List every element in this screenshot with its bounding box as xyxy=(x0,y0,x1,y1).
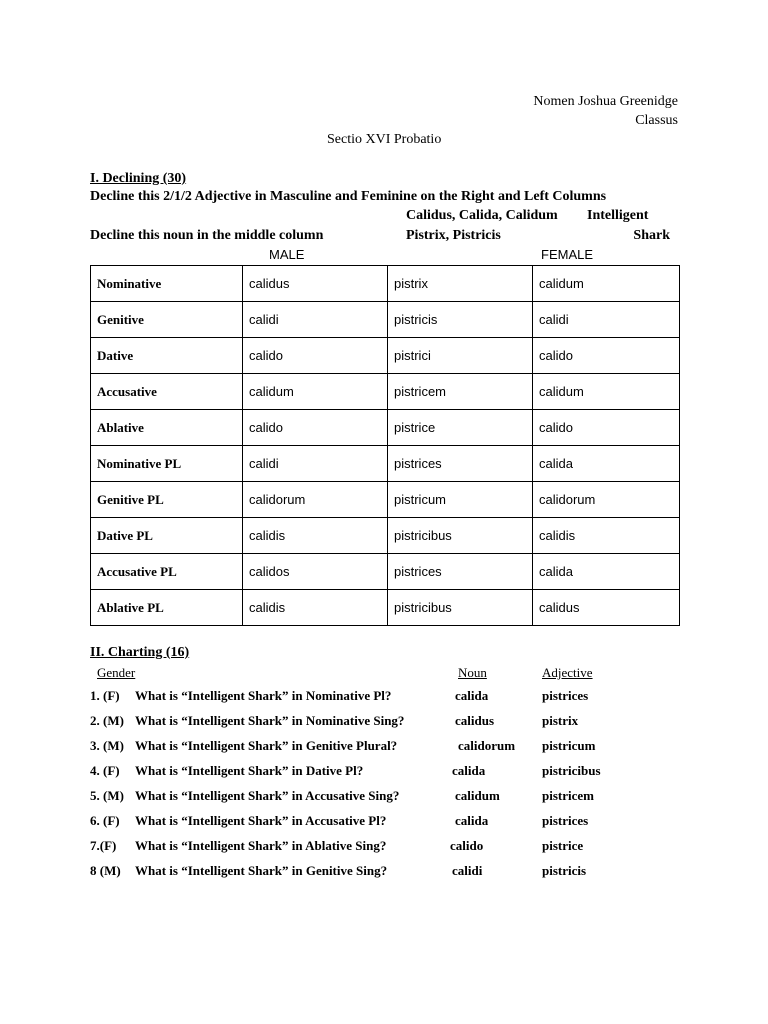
list-item xyxy=(90,738,690,758)
question-number: 1. (F) xyxy=(90,688,120,703)
female-cell: calida xyxy=(533,554,680,590)
gender-column-label: Gender xyxy=(97,665,136,680)
case-cell: Accusative PL xyxy=(91,554,243,590)
male-cell: calidus xyxy=(243,266,388,302)
list-item xyxy=(90,713,690,733)
question-text: What is “Intelligent Shark” in Ablative Sing? xyxy=(135,838,387,853)
female-cell: calidi xyxy=(533,302,680,338)
question-text: What is “Intelligent Shark” in Nominative Sing? xyxy=(135,713,405,728)
question-text: What is “Intelligent Shark” in Accusative Pl? xyxy=(135,813,387,828)
table-row xyxy=(91,302,680,338)
table-row xyxy=(91,482,680,518)
table-row xyxy=(91,374,680,410)
female-cell: calidis xyxy=(533,518,680,554)
question-adjective-answer: pistricem xyxy=(542,788,594,803)
list-item xyxy=(90,838,690,858)
column-female-label: FEMALE xyxy=(541,247,594,262)
question-number: 4. (F) xyxy=(90,763,120,778)
question-adjective-answer: pistricis xyxy=(542,863,587,878)
noun-cell: pistricis xyxy=(388,302,533,338)
list-item xyxy=(90,863,690,883)
noun-cell: pistricum xyxy=(388,482,533,518)
case-cell: Nominative xyxy=(91,266,243,302)
table-row xyxy=(91,266,680,302)
question-noun-answer: calida xyxy=(455,813,489,828)
list-item xyxy=(90,788,690,808)
female-cell: calidum xyxy=(533,266,680,302)
male-cell: calidis xyxy=(243,590,388,626)
column-male-label: MALE xyxy=(269,247,305,262)
table-row xyxy=(91,410,680,446)
question-noun-answer: calido xyxy=(450,838,484,853)
list-item xyxy=(90,688,690,708)
question-number: 5. (M) xyxy=(90,788,124,803)
question-adjective-answer: pistrice xyxy=(542,838,584,853)
question-adjective-answer: pistrices xyxy=(542,688,589,703)
male-cell: calido xyxy=(243,410,388,446)
table-row xyxy=(91,446,680,482)
male-cell: calidi xyxy=(243,446,388,482)
case-cell: Genitive PL xyxy=(91,482,243,518)
male-cell: calidum xyxy=(243,374,388,410)
table-row xyxy=(91,338,680,374)
question-number: 2. (M) xyxy=(90,713,124,728)
case-cell: Nominative PL xyxy=(91,446,243,482)
noun-cell: pistricem xyxy=(388,374,533,410)
question-text: What is “Intelligent Shark” in Accusative Sing? xyxy=(135,788,400,803)
noun-column-label: Noun xyxy=(458,665,487,680)
case-cell: Ablative xyxy=(91,410,243,446)
male-cell: calidis xyxy=(243,518,388,554)
question-noun-answer: calida xyxy=(452,763,486,778)
declension-table xyxy=(90,265,680,626)
adjective-meaning: Intelligent xyxy=(587,208,649,223)
question-number: 7.(F) xyxy=(90,838,117,853)
instruction-adjective: Decline this 2/1/2 Adjective in Masculine and Feminine on the Right and Left Columns xyxy=(90,189,607,204)
question-adjective-answer: pistricibus xyxy=(542,763,601,778)
list-item xyxy=(90,763,690,783)
male-cell: calidi xyxy=(243,302,388,338)
question-noun-answer: calidi xyxy=(452,863,483,878)
question-text: What is “Intelligent Shark” in Dative Pl? xyxy=(135,763,364,778)
noun-meaning: Shark xyxy=(633,228,670,243)
case-cell: Ablative PL xyxy=(91,590,243,626)
question-number: 8 (M) xyxy=(90,863,121,878)
male-cell: calido xyxy=(243,338,388,374)
question-noun-answer: calidus xyxy=(455,713,495,728)
question-text: What is “Intelligent Shark” in Genitive Plural? xyxy=(135,738,398,753)
page-title: Sectio XVI Probatio xyxy=(327,132,442,147)
adjective-forms: Calidus, Calida, Calidum xyxy=(406,208,558,223)
question-adjective-answer: pistricum xyxy=(542,738,596,753)
noun-cell: pistricibus xyxy=(388,518,533,554)
question-adjective-answer: pistrix xyxy=(542,713,579,728)
male-cell: calidorum xyxy=(243,482,388,518)
noun-cell: pistrix xyxy=(388,266,533,302)
table-row xyxy=(91,554,680,590)
question-number: 3. (M) xyxy=(90,738,124,753)
question-noun-answer: calidum xyxy=(455,788,500,803)
case-cell: Dative xyxy=(91,338,243,374)
question-text: What is “Intelligent Shark” in Genitive Sing? xyxy=(135,863,388,878)
noun-cell: pistrici xyxy=(388,338,533,374)
male-cell: calidos xyxy=(243,554,388,590)
question-noun-answer: calida xyxy=(455,688,489,703)
adjective-column-label: Adjective xyxy=(542,665,593,680)
female-cell: calidus xyxy=(533,590,680,626)
question-noun-answer: calidorum xyxy=(458,738,516,753)
section1-heading: I. Declining (30) xyxy=(90,171,187,186)
noun-cell: pistrices xyxy=(388,554,533,590)
case-cell: Genitive xyxy=(91,302,243,338)
female-cell: calido xyxy=(533,410,680,446)
female-cell: calida xyxy=(533,446,680,482)
instruction-noun: Decline this noun in the middle column xyxy=(90,228,324,243)
noun-cell: pistricibus xyxy=(388,590,533,626)
female-cell: calidum xyxy=(533,374,680,410)
case-cell: Dative PL xyxy=(91,518,243,554)
female-cell: calidorum xyxy=(533,482,680,518)
question-text: What is “Intelligent Shark” in Nominative Pl? xyxy=(135,688,392,703)
noun-cell: pistrices xyxy=(388,446,533,482)
table-row xyxy=(91,518,680,554)
noun-cell: pistrice xyxy=(388,410,533,446)
female-cell: calido xyxy=(533,338,680,374)
student-name: Nomen Joshua Greenidge xyxy=(533,94,678,109)
question-adjective-answer: pistrices xyxy=(542,813,589,828)
noun-forms: Pistrix, Pistricis xyxy=(406,228,501,243)
class-label: Classus xyxy=(635,113,678,128)
table-row xyxy=(91,590,680,626)
list-item xyxy=(90,813,690,833)
case-cell: Accusative xyxy=(91,374,243,410)
question-number: 6. (F) xyxy=(90,813,120,828)
section2-heading: II. Charting (16) xyxy=(90,645,190,660)
